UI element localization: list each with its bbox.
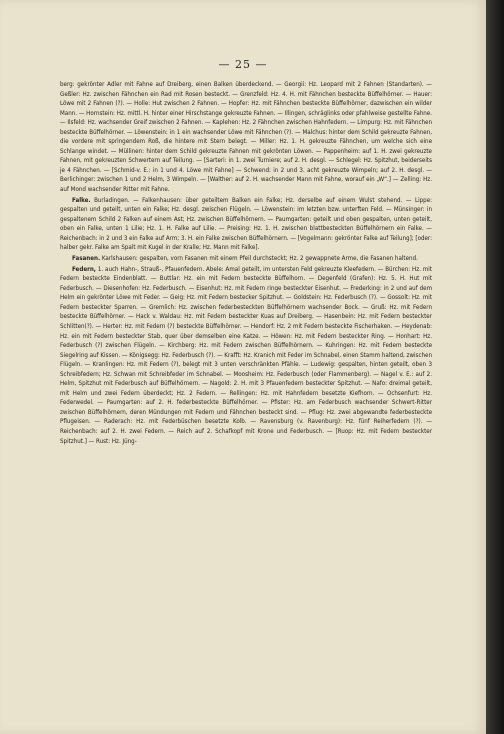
paragraph-text: Karlshausen: gespalten, vorn Fasanen mit einem Pfeil durchsteckt; Hz. 2 gewappnete Arme, die Fasanen haltend. bbox=[101, 255, 418, 263]
text-body bbox=[60, 80, 432, 447]
headword: Falke. bbox=[72, 196, 91, 204]
paragraph-text: Burladingen. — Falkenhausen: über geteiltem Balken ein Falke; Hz. derselbe auf einem Wulst stehend. — Lippe: gespalten und geteilt, unten ein Falke; Hz. desgl. zwischen Flügeln. — Löwenstein: im letzten bzw. unterften Feld. — Münsinger: in gespaltenem Schild 2 Falken auf einem Ast; Hz. zwischen Büffelhörnern. — Paumgarten: geteilt und oben gespalten, unten geteilt, oben ein Falke, unten 1 Lilie; Hz. 1. H. Falke auf Lilie. — Preising: Hz. 1. H. zwischen blattbesteckten Büffelhörnern ein Falke. — Reichenbach: in 2 und 3 ein Falke auf Arm; 3. H. ein Falke zwischen Büffelhörnern. — [Vogelmann: gekrönter Falke auf Teilung]; [oder: halber gekr. Falke am Spalt mit Kugel in der Kralle; Hz. Mann mit Falke]. bbox=[60, 196, 432, 252]
paragraph bbox=[60, 254, 432, 264]
page-edge bbox=[486, 0, 504, 734]
paragraph bbox=[60, 265, 432, 446]
paragraph-text: 1. auch Hahn-, Strauß-, Pfauenfedern. Abele: Amal geteilt, im untersten Feld gekreuzte Kleefedern. — Bürchen: Hz. mit Federn besteckte Eindenblatt. — Buttlar: Hz. ein mit Federn besteckte Büffelhorn. — Degenfeld (Grafen): Hz. 5. H. Hut mit Federbusch. — Diesenhofen: Hz. Federbusch. — Eisenhut: Hz. mit Federn ringe besteckter Eisenhut. — Frederking: in 2 und auf dem Helm ein gekrönter Löwe mit Feder. — Geig: Hz. mit Federn bestecker Spitzhut. — Goldstein: Hz. Federbusch (?). — Gossolt: Hz. mit Federn besteckter Sparren. — Gremlich: Hz. zwischen federbesteckten Büffelhörnern wachsender Bock. — Gruß: Hz. mit Federn besteckte Büffelhörner. — Hack v. Waldau: Hz. mit Federn besteckter Kuas auf Dreiberg. — Hasenbein: Hz. mit Federn besteckter Schlitten(?). — Herter: Hz. mit Federn (?) besteckte Büffelhörner. — Hendorf: Hz. 2 mit Federn besteckte Fischerhaken. — Heydenab: Hz. ein mit Federn besteckter Stab, quer über demselben eine Katze. — Höwen: Hz. mit Federn besteckter Ring. — Honhart: Hz. Federbusch (?) zwischen Flügeln. — Kirchberg: Hz. mit Federn zwischen Büffelhörnern. — Kuhringen: Hz. mit Federn besteckte Siegelring auf Kissen. — Königsegg: Hz. Federbusch (?). — Krafft: Hz. Kranich mit Feder im Schnabel, einen Stamm haltend, zwischen Flügeln. — Kranlingen: Hz. mit Federn (?), belegt mit 3 unten verschränkten Pfähle. — Ludewig: gespalten, hinten geteilt, oben 3 Schreibfedern; Hz. Schwan mit Schreibfeder im Schnabel. — Moosheim: Hz. Federbusch (oder Flammenberg). — Nagel v. E.: auf 2. Helm, Spitzhut mit Federbusch auf Büffelhörnern. — Nagold: 2. H. mit 3 Pfauenfedern besteckter Spitzhut. — Nafo: dreimal geteilt, mit Helm und zwei Federn überdeckt; Hz. 2 Federn. — Rellingen: Hz. mit Hahnfedern besetzte Kiefhorn. — Ochsenfurt: Hz. Federwedel. — Paumgarten: auf 2. H. federbesteckte Büffelhörner. — Pfister: Hz. am Federbusch wachsender Schwert-Ritter zwischen Büffelhörnern, deren Mündungen mit Federn und Fähnchen besteckt sind. — Pflug: Hz. zwei abgewandte federbesteckte Pflugeisen. — Raderach: Hz. mit Federbüschen besetzte Kolb. — Ravensburg (v. Ravenburg): Hz. fünf Reiherfedern (?). — Reichenbach: auf 2. H. zwei Federn. — Reich auf 2. Schafkopf mit Krone und Federbusch. — [Ruop: Hz. mit Federn besteckter Spitzhut.] — Rust: Hz. Jüng- bbox=[60, 265, 432, 445]
paragraph bbox=[60, 196, 432, 253]
headword: Federn, bbox=[72, 265, 96, 273]
paragraph bbox=[60, 80, 432, 195]
paragraph-text: berg: gekrönter Adler mit Fahne auf Dreiberg, einen Balken überdeckend. — Georgii: Hz. Leopard mit 2 Fahnen (Standarten). — Geßler: Hz. zwischen Fähnchen ein Rad mit Rosen besteckt. — Grenzfeld: Hz. 4. H. mit Fähnchen besteckte Büffelhörner. — Hauer: Löwe mit 2 Fahnen (?). — Holle: Hut zwischen 2 Fahnen. — Hopfer: Hz. mit Fähnchen besteckte Büffelhörner, dazwischen ein wilder Mann. — Hornstein: Hz. mittl. H. hinter einer Hirschstange gekreuzte Fahnen. — Illingen, schräglinks oder pfahlweise gestellte Fahne. — Ilsfeld: Hz. wachsender Greif zwischen 2 Fahnen. — Kaplehen: Hz. 2 Fähnchen zwischen Hahnfedern. — Limpurg: Hz. mit Fähnchen besteckte Büffelhörner. — Löwenstein: in 1 ein wachsender Löwe mit Fähnchen (?). — Malchus: hinter dem Schild gekreuzte Fahnen, die vordere mit springendem Roß, die hintere mit Stern belegt. — Miller: Hz. 1. H. gekreuzte Fähnchen, um welche sich eine Schlange windet. — Müllinen: hinter dem Schild gekreuzte Fahnen mit gekrönten Löwen. — Pappenheim: auf 1. H. zwei gekreuzte Fahnen, mit gekreuzten Schwertern auf Teilung. — [Sarteri: in 1. zwei Turniere; auf 2. H. desgl. — Schlegel: Hz. Spitzhut, beiderseits je 4 Fähnchen. — [Schmid-v. E.: in 1 und 4. Löwe mit Fahne] — Schwend: in 2 und 3. acht gekreuzte Wimpeln; auf 2. H. desgl. — Berlichinger: zwischen 1 und 2 Helm, 3 Wimpeln. — [Walther: auf 2. H. wachsender Mann mit Fahne, worauf ein „W“.] — Zelling: Hz. auf Mond wachsender Ritter mit Fahne. bbox=[60, 81, 432, 194]
page-number: — 25 — bbox=[218, 58, 268, 71]
headword: Fasanen. bbox=[72, 255, 101, 263]
